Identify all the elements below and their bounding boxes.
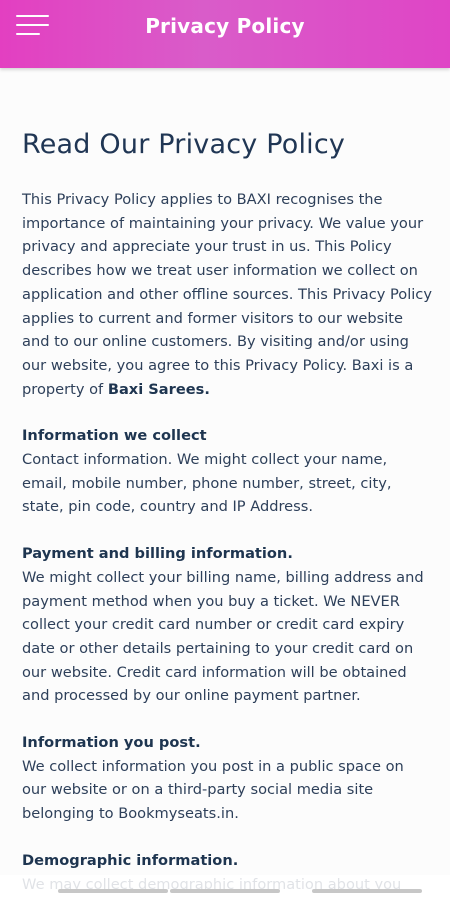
policy-section — [22, 542, 432, 708]
section-title: Demographic information. — [22, 851, 239, 869]
menu-bar-line — [16, 15, 49, 17]
intro-paragraph — [22, 188, 432, 401]
nav-indicator — [170, 889, 280, 893]
section-title: Information we collect — [22, 427, 207, 445]
policy-content[interactable] — [22, 126, 432, 900]
section-title: Information you post. — [22, 734, 201, 752]
page-title: Privacy Policy — [145, 14, 305, 38]
policy-section — [22, 424, 432, 519]
section-body: We might collect your billing name, billing address and payment method when you buy a ticket. We NEVER collect your credit card number or credit card expiry date or other details pertaining to your credit card on our website. Credit card information will be obtained and processed by our online payment partner. — [22, 568, 424, 705]
policy-heading: Read Our Privacy Policy — [22, 129, 346, 160]
nav-indicator — [58, 889, 168, 893]
policy-section — [22, 731, 432, 826]
hamburger-menu-icon[interactable] — [12, 13, 52, 41]
app-header — [0, 0, 450, 68]
menu-bar-line — [16, 24, 49, 26]
menu-bar-line — [16, 33, 40, 35]
nav-indicator — [312, 889, 422, 893]
section-body: Contact information. We might collect your name, email, mobile number, phone number, street, city, state, pin code, country and IP Address. — [22, 451, 392, 516]
intro-text: This Privacy Policy applies to BAXI recognises the importance of maintaining your privacy. We value your privacy and appreciate your trust in us. This Policy describes how we treat user information we collect on application and other offline sources. This Privacy Policy applies to current and former visitors to our website and to our online customers. By visiting and/or using our website, you agree to this Privacy Policy. Baxi is a property of — [22, 191, 432, 398]
bottom-overlay — [0, 875, 450, 900]
brand-name: Baxi Sarees. — [107, 380, 210, 398]
section-body: We collect information you post in a public space on our website or on a third-party social media site belonging to Bookmyseats.in. — [22, 757, 404, 823]
section-title: Payment and billing information. — [22, 545, 293, 563]
